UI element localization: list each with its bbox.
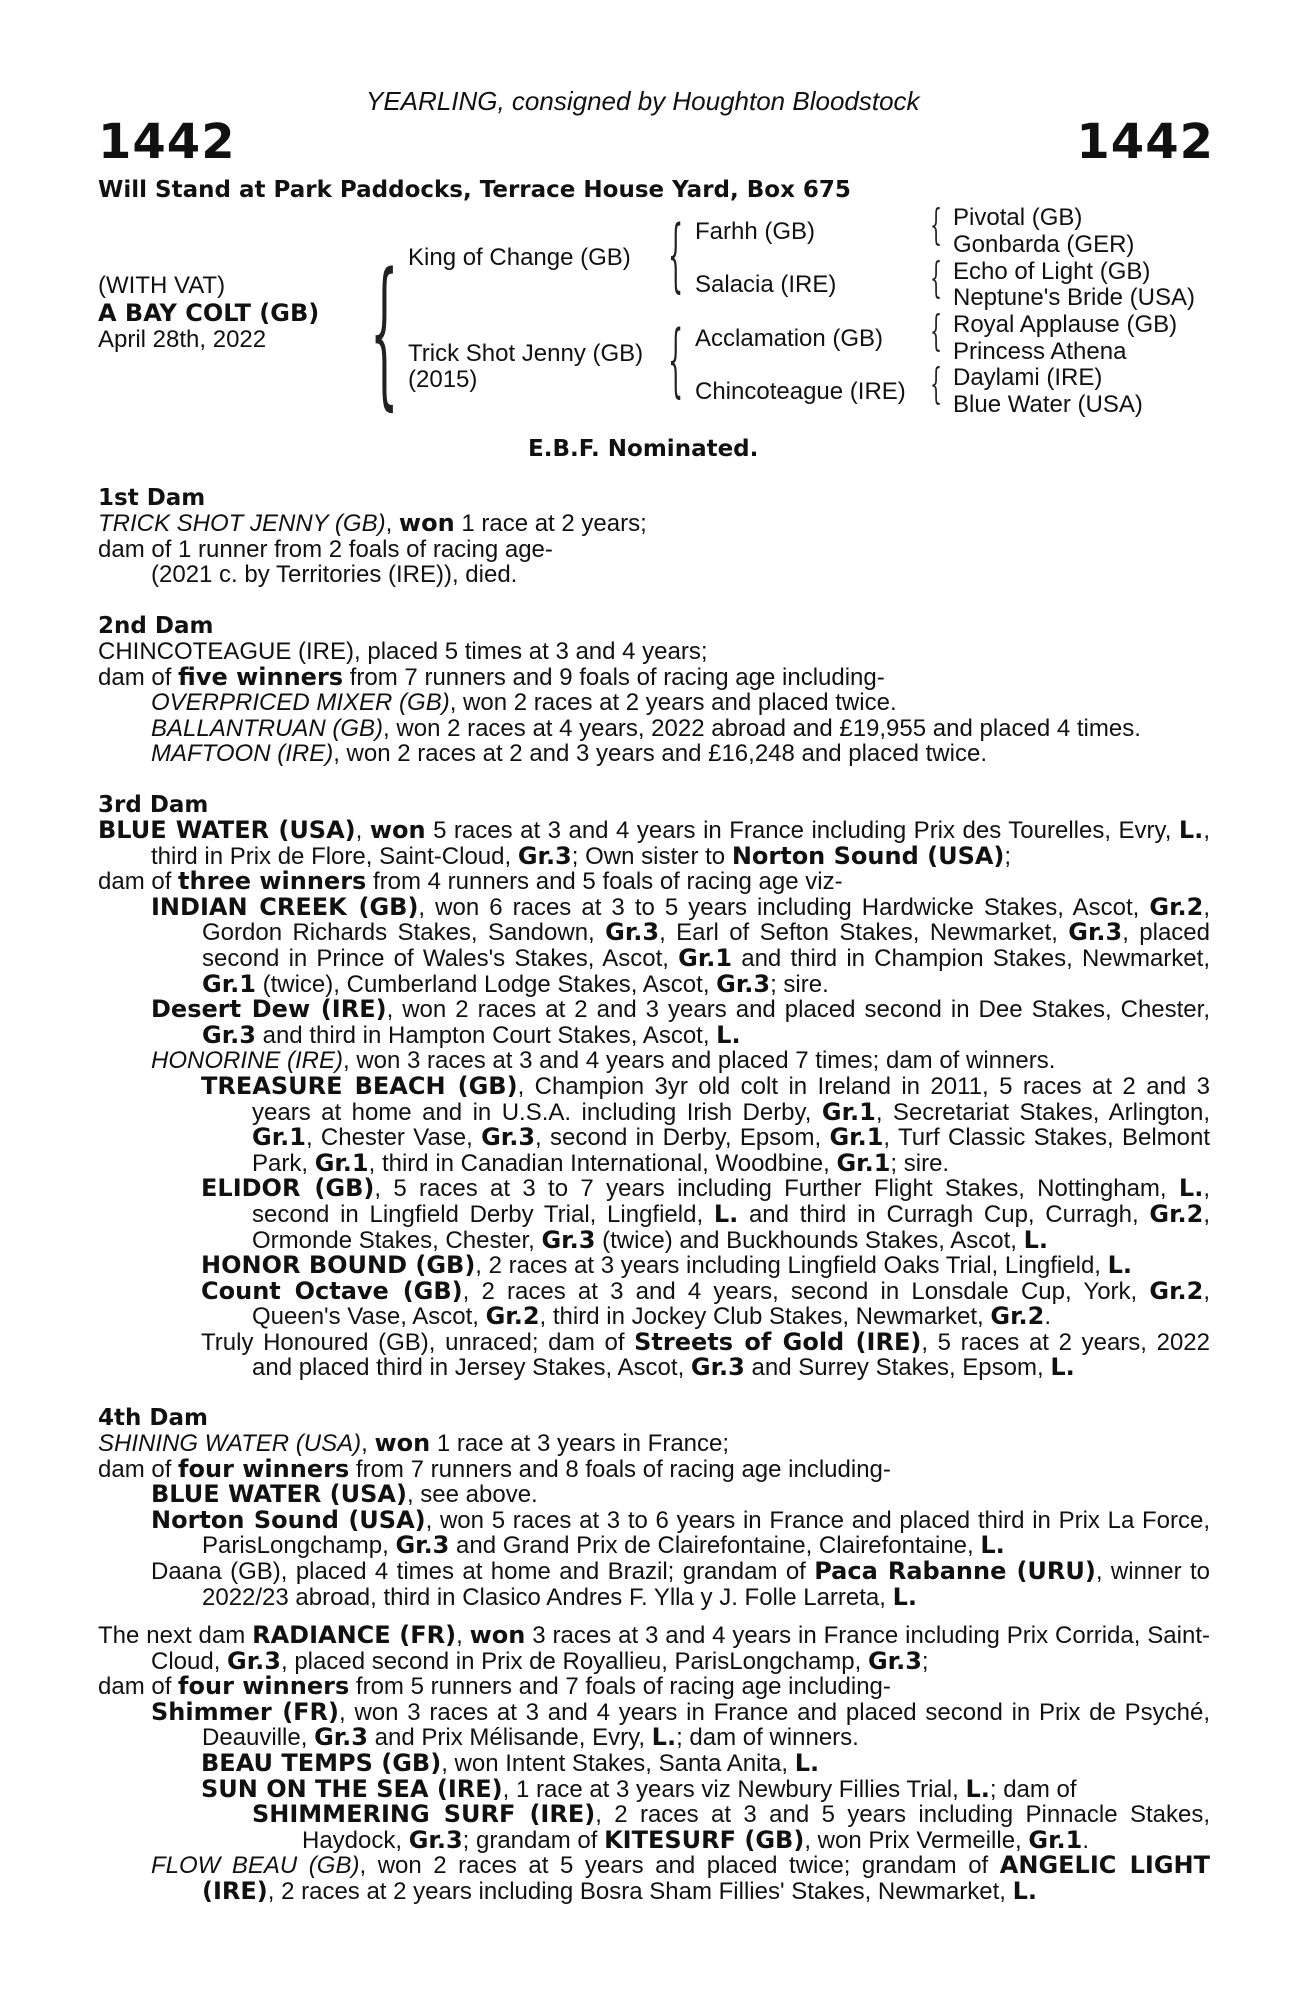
section-heading: 3rd Dam <box>98 792 209 818</box>
lot-number-right: 1442 <box>1076 114 1214 170</box>
pedigree-g4: Neptune's Bride (USA) <box>953 284 1196 311</box>
section-heading: 2nd Dam <box>98 613 214 639</box>
pedigree-g5: Royal Applause (GB) <box>953 311 1178 338</box>
vat-note: (WITH VAT) <box>98 272 226 299</box>
pedigree-sire: King of Change (GB) <box>408 244 631 271</box>
produce-entry: OVERPRICED MIXER (GB), won 2 races at 2 years and placed twice. <box>151 689 897 717</box>
produce-entry: INDIAN CREEK (GB), won 6 races at 3 to 5 years including Hardwicke Stakes, Ascot, Gr.2, Gordon Richards Stakes, Sandown, Gr.3, Earl of Sefton Stakes, Newmarket, Gr.3, placed second in Prince of Wales's Stakes, Ascot, Gr.1 and third in Champion Stakes, Newmarket, Gr.1 (twice), Cumberland Lodge Stakes, Ascot, Gr.3; sire. <box>151 892 1211 998</box>
pedigree-dam-dam: Chincoteague (IRE) <box>695 378 906 405</box>
pedigree-sire-sire: Farhh (GB) <box>695 218 816 245</box>
dam-record: TRICK SHOT JENNY (GB), won 1 race at 2 years; <box>98 509 647 537</box>
produce-entry: BLUE WATER (USA), see above. <box>151 1480 538 1509</box>
produce-entry: MAFTOON (IRE), won 2 races at 2 and 3 years and £16,248 and placed twice. <box>151 740 987 768</box>
pedigree-g7: Daylami (IRE) <box>953 364 1103 391</box>
dam-record: CHINCOTEAGUE (IRE), placed 5 times at 3 and 4 years; <box>98 638 708 665</box>
first-dam-section <box>98 485 1210 588</box>
produce-entry: FLOW BEAU (GB), won 2 races at 5 years and placed twice; grandam of ANGELIC LIGHT (IRE), 2 races at 2 years including Bosra Sham Fillies' Stakes, Newmarket, L. <box>151 1851 1210 1905</box>
produce-entry: Desert Dew (IRE), won 2 races at 2 and 3 years and placed second in Dee Stakes, Chester, Gr.3 and third in Hampton Court Stakes, Ascot, L. <box>151 995 1210 1049</box>
lot-number-left: 1442 <box>98 114 236 170</box>
pedigree-g6: Princess Athena <box>953 338 1127 365</box>
grand-produce-entry: Count Octave (GB), 2 races at 3 and 4 years, second in Lonsdale Cup, York, Gr.2, Queen's Vase, Ascot, Gr.2, third in Jockey Club Stakes, Newmarket, Gr.2. <box>201 1276 1210 1331</box>
pedigree-brace-g3: { <box>930 306 943 355</box>
lot-title: A BAY COLT (GB) <box>98 299 320 327</box>
pedigree-dam: Trick Shot Jenny (GB) <box>408 340 644 367</box>
produce-entry: BALLANTRUAN (GB), won 2 races at 4 years, 2022 abroad and £19,955 and placed 4 times. <box>151 714 1141 742</box>
dam-record: SHINING WATER (USA), won 1 race at 3 years in France; <box>98 1429 730 1457</box>
grand-produce-entry: Truly Honoured (GB), unraced; dam of Streets of Gold (IRE), 5 races at 2 years, 2022 and placed third in Jersey Stakes, Ascot, Gr.3 and Surrey Stakes, Epsom, L. <box>201 1327 1210 1382</box>
pedigree-g1: Pivotal (GB) <box>953 204 1083 231</box>
foaling-date: April 28th, 2022 <box>98 326 267 353</box>
ebf-nominated: E.B.F. Nominated. <box>528 436 759 462</box>
pedigree-g3: Echo of Light (GB) <box>953 258 1151 285</box>
produce-entry: (2021 c. by Territories (IRE)), died. <box>151 561 518 589</box>
pedigree-brace-g4: { <box>930 359 943 408</box>
pedigree-brace-dam: { <box>668 313 684 406</box>
stand-location: Will Stand at Park Paddocks, Terrace House Yard, Box 675 <box>98 177 851 203</box>
pedigree-brace-main: { <box>370 238 399 425</box>
pedigree-brace-g1: { <box>930 200 943 249</box>
produce-summary: dam of three winners from 4 runners and 5 foals of racing age viz- <box>98 867 843 896</box>
great-grand-produce-entry: SHIMMERING SURF (IRE), 2 races at 3 and 5 years including Pinnacle Stakes, Haydock, Gr.3; grandam of KITESURF (GB), won Prix Vermeille, Gr.1. <box>252 1800 1210 1854</box>
consignment-line: YEARLING, consigned by Houghton Bloodstock <box>366 86 920 116</box>
produce-entry: HONORINE (IRE), won 3 races at 3 and 4 years and placed 7 times; dam of winners. <box>151 1047 1056 1075</box>
section-heading: 4th Dam <box>98 1405 208 1431</box>
pedigree-brace-g2: { <box>930 253 943 302</box>
section-heading: 1st Dam <box>98 485 206 511</box>
fourth-dam-section <box>98 1405 1210 1610</box>
produce-summary: dam of 1 runner from 2 foals of racing age- <box>98 535 553 563</box>
pedigree-g2: Gonbarda (GER) <box>953 231 1135 258</box>
produce-entry: Shimmer (FR), won 3 races at 3 and 4 years in France and placed second in Prix de Psyché, Deauville, Gr.3 and Prix Mélisande, Evry, L.; dam of winners. <box>151 1697 1210 1752</box>
second-dam-section <box>98 613 1210 767</box>
pedigree-brace-sire: { <box>668 208 684 301</box>
grand-produce-entry: ELIDOR (GB), 5 races at 3 to 7 years including Further Flight Stakes, Nottingham, L., second in Lingfield Derby Trial, Lingfield, L. and third in Curragh Cup, Curragh, Gr.2, Ormonde Stakes, Chester, Gr.3 (twice) and Buckhounds Stakes, Ascot, L. <box>201 1174 1211 1254</box>
pedigree-dam-year: (2015) <box>408 366 478 393</box>
grand-produce-entry: BEAU TEMPS (GB), won Intent Stakes, Santa Anita, L. <box>201 1748 820 1777</box>
third-dam-section <box>98 792 1210 1381</box>
grand-produce-entry: SUN ON THE SEA (IRE), 1 race at 3 years viz Newbury Fillies Trial, L.; dam of <box>201 1774 1077 1803</box>
produce-summary: dam of five winners from 7 runners and 9 foals of racing age including- <box>98 662 885 691</box>
dam-record: The next dam RADIANCE (FR), won 3 races at 3 and 4 years in France including Prix Corrida, Saint-Cloud, Gr.3, placed second in Prix de Royallieu, ParisLongchamp, Gr.3; <box>98 1621 1210 1675</box>
produce-summary: dam of four winners from 5 runners and 7 foals of racing age including- <box>98 1672 891 1701</box>
produce-entry: Norton Sound (USA), won 5 races at 3 to 6 years in France and placed third in Prix La Force, ParisLongchamp, Gr.3 and Grand Prix de Clairefontaine, Clairefontaine, L. <box>151 1505 1210 1560</box>
produce-entry: Daana (GB), placed 4 times at home and Brazil; grandam of Paca Rabanne (URU), winner to 2022/23 abroad, third in Clasico Andres F. Ylla y J. Folle Larreta, L. <box>151 1556 1210 1611</box>
dam-record: BLUE WATER (USA), won 5 races at 3 and 4 years in France including Prix des Tourelles, Evry, L., third in Prix de Flore, Saint-Cloud, Gr.3; Own sister to Norton Sound (USA); <box>98 816 1210 870</box>
grand-produce-entry: TREASURE BEACH (GB), Champion 3yr old colt in Ireland in 2011, 5 races at 2 and 3 years at home and in U.S.A. including Irish Derby, Gr.1, Secretariat Stakes, Arlington, Gr.1, Chester Vase, Gr.3, second in Derby, Epsom, Gr.1, Turf Classic Stakes, Belmont Park, Gr.1, third in Canadian International, Woodbine, Gr.1; sire. <box>201 1071 1211 1177</box>
pedigree-dam-sire: Acclamation (GB) <box>695 325 884 352</box>
next-dam-section <box>98 1623 1210 1905</box>
grand-produce-entry: HONOR BOUND (GB), 2 races at 3 years including Lingfield Oaks Trial, Lingfield, L. <box>201 1251 1133 1280</box>
pedigree-g8: Blue Water (USA) <box>953 391 1143 418</box>
pedigree-sire-dam: Salacia (IRE) <box>695 271 837 298</box>
produce-summary: dam of four winners from 7 runners and 8 foals of racing age including- <box>98 1454 891 1483</box>
